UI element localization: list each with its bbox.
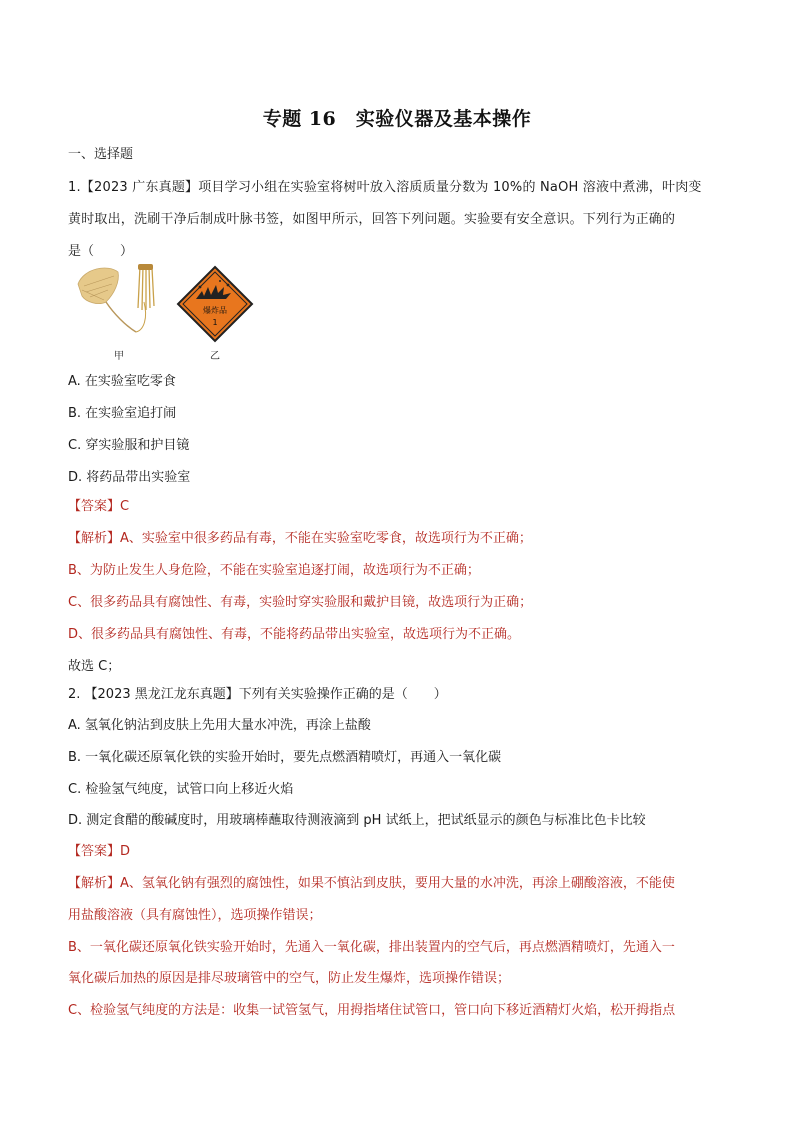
figure-caption-yi: 乙 <box>210 351 220 362</box>
q1-option-a: A. 在实验室吃零食 <box>68 374 176 389</box>
q1-stem-line-2: 黄时取出，洗刷干净后制成叶脉书签，如图甲所示，回答下列问题。实验要有安全意识。下列行为正确的 <box>68 212 676 227</box>
q2-answer: 【答案】D <box>68 844 131 859</box>
q1-explanation-line-3: C、很多药品具有腐蚀性、有毒，实验时穿实验服和戴护目镜，故选项行为正确； <box>68 595 533 610</box>
q1-explanation-line-4: D、很多药品具有腐蚀性、有毒，不能将药品带出实验室，故选项行为不正确。 <box>68 627 521 642</box>
q2-explanation-line-4: 氧化碳后加热的原因是排尽玻璃管中的空气，防止发生爆炸，选项操作错误； <box>68 971 511 986</box>
leaf-bookmark-image <box>74 262 156 340</box>
q1-explanation-line-2: B、为防止发生人身危险，不能在实验室追逐打闹，故选项行为不正确； <box>68 563 480 578</box>
q2-explanation-line-1: 【解析】A、氢氧化钠有强烈的腐蚀性，如果不慎沾到皮肤，要用大量的水冲洗，再涂上硼酸溶液，不能使 <box>68 876 675 891</box>
q1-option-c: C. 穿实验服和护目镜 <box>68 438 190 453</box>
q2-explanation-line-5: C、检验氢气纯度的方法是：收集一试管氢气，用拇指堵住试管口，管口向下移近酒精灯火焰，松开拇指点 <box>68 1003 676 1018</box>
q2-explanation-line-3: B、一氧化碳还原氧化铁实验开始时，先通入一氧化碳，排出装置内的空气后，再点燃酒精喷灯，先通入一 <box>68 940 675 955</box>
q1-stem-line-3: 是（ ） <box>68 244 134 259</box>
q1-answer: 【答案】C <box>68 499 130 514</box>
q2-option-d: D. 测定食醋的酸碱度时，用玻璃棒蘸取待测液滴到 pH 试纸上，把试纸显示的颜色与标准比色卡比较 <box>68 813 646 828</box>
q1-figures <box>70 262 270 362</box>
q2-explanation-line-2: 用盐酸溶液（具有腐蚀性），选项操作错误； <box>68 908 322 923</box>
page-title: 专题 16 实验仪器及基本操作 <box>262 108 532 130</box>
q1-conclusion: 故选 C； <box>68 659 121 674</box>
sign-number: 1 <box>212 318 218 327</box>
q2-stem: 2. 【2023 黑龙江龙东真题】下列有关实验操作正确的是（ ） <box>68 687 447 702</box>
q2-option-c: C. 检验氢气纯度，试管口向上移近火焰 <box>68 782 294 797</box>
sign-label: 爆炸品 <box>203 306 227 315</box>
figure-caption-jia: 甲 <box>114 351 124 362</box>
q1-option-d: D. 将药品带出实验室 <box>68 470 191 485</box>
explosive-warning-sign <box>176 265 254 343</box>
q1-explanation-line-1: 【解析】A、实验室中很多药品有毒，不能在实验室吃零食，故选项行为不正确； <box>68 531 532 546</box>
q1-option-b: B. 在实验室追打闹 <box>68 406 177 421</box>
q2-option-a: A. 氢氧化钠沾到皮肤上先用大量水冲洗，再涂上盐酸 <box>68 718 371 733</box>
q2-option-b: B. 一氧化碳还原氧化铁的实验开始时，要先点燃酒精喷灯，再通入一氧化碳 <box>68 750 502 765</box>
q1-stem-line-1: 1.【2023 广东真题】项目学习小组在实验室将树叶放入溶质质量分数为 10%的 NaOH 溶液中煮沸，叶肉变 <box>68 180 702 195</box>
section-heading: 一、选择题 <box>68 147 134 162</box>
